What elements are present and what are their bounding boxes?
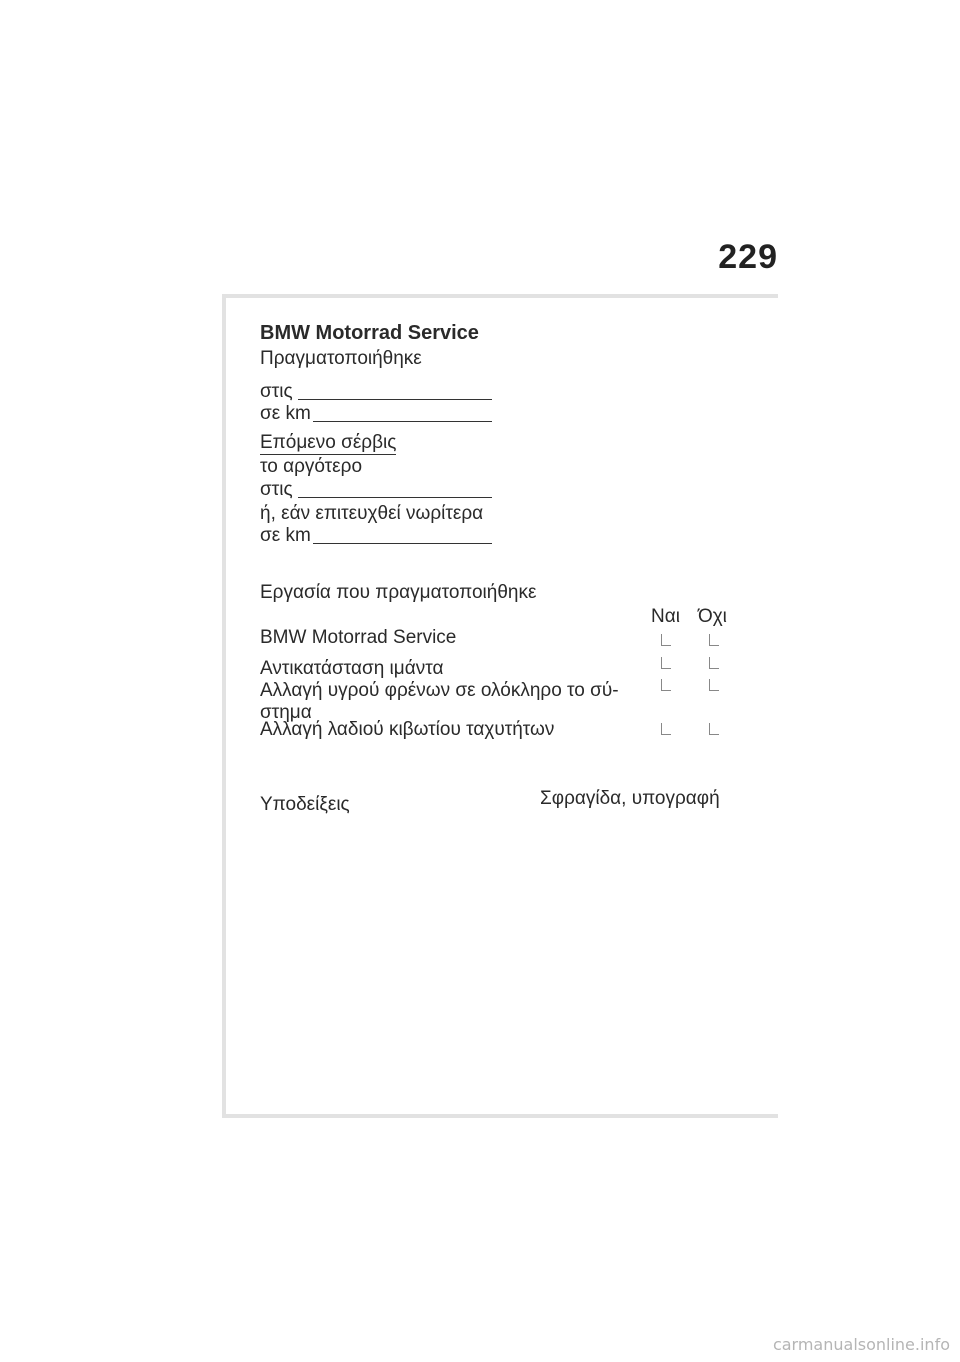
checkbox-no-row1[interactable] (709, 634, 719, 646)
or-earlier-label: ή, εάν επιτευχθεί νωρίτερα (260, 503, 484, 524)
work-heading: Εργασία που πραγματοποιήθηκε (260, 582, 537, 603)
stamp-signature-label: Σφραγίδα, υπογραφή (540, 788, 720, 809)
work-row-brake-fluid: Αλλαγή υγρού φρένων σε ολόκληρο το σύ- (260, 680, 619, 701)
checkbox-yes-row4[interactable] (661, 723, 671, 735)
service-title: BMW Motorrad Service (260, 322, 479, 344)
km-label: σε km (260, 403, 311, 424)
frame-left-border (222, 294, 226, 1118)
work-row-gearbox-oil: Αλλαγή λαδιού κιβωτίου ταχυτήτων (260, 719, 555, 740)
frame-top-border (222, 294, 778, 298)
work-row-belt: Αντικατάσταση ιμάντα (260, 658, 444, 679)
performed-label: Πραγματοποιήθηκε (260, 348, 422, 369)
date-label: στις (260, 381, 293, 402)
next-km-field-line[interactable] (313, 543, 492, 544)
latest-label: το αργότερο (260, 456, 363, 477)
checkbox-no-row2[interactable] (709, 657, 719, 669)
work-row-brake-fluid-cont: στημα (260, 702, 312, 723)
date-field-line[interactable] (298, 399, 492, 400)
next-date-field-line[interactable] (298, 497, 492, 498)
frame-bottom-border (222, 1114, 778, 1118)
next-service-label: Επόμενο σέρβις (260, 432, 397, 453)
next-km-label: σε km (260, 525, 311, 546)
watermark-text: carmanualsonline.info (772, 1335, 950, 1354)
km-field-line[interactable] (313, 421, 492, 422)
notes-label: Υποδείξεις (260, 794, 350, 815)
col-no-header: Όχι (698, 606, 727, 627)
checkbox-no-row3[interactable] (709, 679, 719, 691)
checkbox-no-row4[interactable] (709, 723, 719, 735)
next-date-label: στις (260, 479, 293, 500)
checkbox-yes-row2[interactable] (661, 657, 671, 669)
page-number: 229 (718, 238, 778, 276)
col-yes-header: Ναι (651, 606, 680, 627)
checkbox-yes-row3[interactable] (661, 679, 671, 691)
checkbox-yes-row1[interactable] (661, 634, 671, 646)
work-row-service: BMW Motorrad Service (260, 627, 457, 648)
